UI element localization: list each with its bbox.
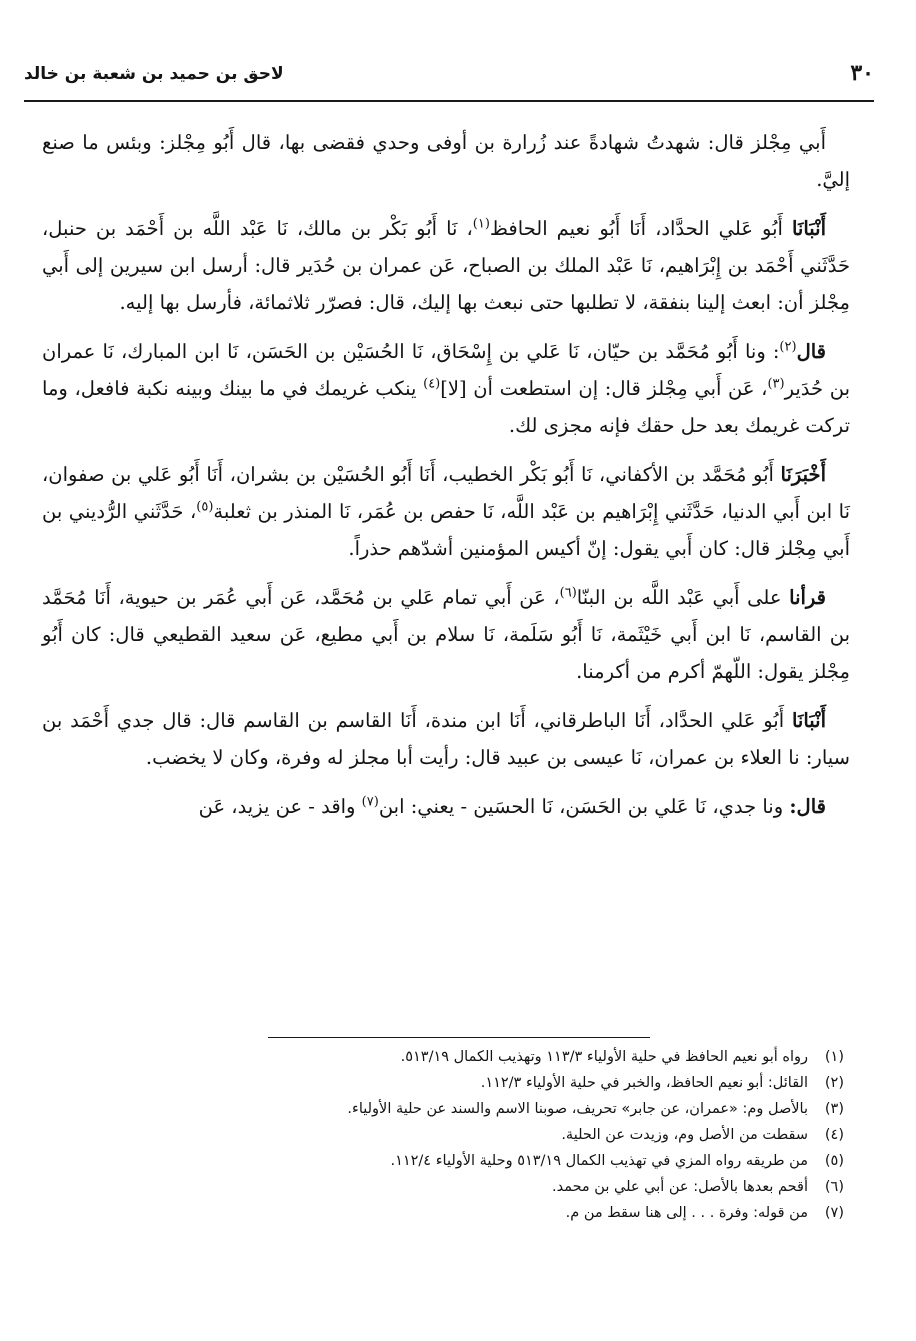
paragraph-text: : ونا أَبُو مُحَمَّد بن حيّان، نَا عَلي بن إِسْحَاق، نَا الحُسَيْن بن الحَسَن، نَا ابن المبارك، نَا عمران بن حُدَير (42, 340, 850, 400)
footnote-item (42, 1044, 844, 1070)
paragraph-text: أَبي مِجْلز قال: شهدتُ شهادةً عند زُرارة بن أوفى وحدي فقضى بها، قال أَبُو مِجْلز: وبئس ما صنع إليَّ. (42, 131, 850, 191)
paragraph-4 (42, 456, 850, 567)
paragraph-1 (42, 124, 850, 198)
footnote-text: أقحم بعدها بالأصل: عن أبي علي بن محمد. (551, 1179, 808, 1195)
footnote-ref[interactable]: (٧) (361, 794, 379, 810)
footnote-item (42, 1122, 844, 1148)
footnote-ref[interactable]: (٢) (779, 339, 797, 355)
footnote-item (42, 1200, 844, 1226)
paragraph-text: واقد - عن يزيد، عَن (198, 795, 362, 818)
paragraph-text: ونا جدي، نَا عَلي بن الحَسَن، نَا الحسَين - يعني: ابن (378, 795, 790, 818)
footnote-number: (٣) (824, 1101, 844, 1117)
footnote-text: من قوله: وفرة . . . إلى هنا سقط من م. (565, 1205, 808, 1221)
paragraph-text: ، حَدَّثَني الرُّديني بن أَبي مِجْلز قال: كان أَبي يقول: إنّ أكيس المؤمنين أشدّهم حذراً. (42, 500, 850, 560)
footnote-ref[interactable]: (٥) (196, 499, 214, 515)
footnote-text: رواه أبو نعيم الحافظ في حلية الأولياء ١١٣/٣ وتهذيب الكمال ٥١٣/١٩. (400, 1049, 808, 1065)
paragraph-lead: قال (796, 340, 826, 363)
paragraph-text: ، عَن أَبي تمام عَلي بن مُحَمَّد، عَن أَبي عُمَر بن حيوية، أَنَا مُحَمَّد بن القاسم، نَا ابن أَبي خَيْثَمة، نَا أَبُو سَلَمة، نَا سلام بن أَبي مطيع، عَن سعيد القطيعي قال: كان أَبُو مِجْلز يقول: اللّهمّ أكرم من أكرمنا. (42, 586, 850, 683)
footnote-number: (١) (824, 1049, 844, 1065)
paragraph-3 (42, 333, 850, 444)
running-title: لاحق بن حميد بن شعبة بن خالد (24, 64, 284, 84)
paragraph-5 (42, 579, 850, 690)
page-number: ٣٠ (850, 60, 874, 86)
paragraph-6 (42, 702, 850, 776)
paragraph-text: ، نَا أَبُو بَكْر بن مالك، نَا عَبْد اللَّه بن أَحْمَد بن حنبل، حَدَّثَني أَحْمَد بن إِبْرَاهيم، نَا عَبْد الملك بن الصباح، عَن عمران بن حُدَير قال: أرسل ابن سيرين إلى أَبي مِجْلز أن: ابعث إلينا بنفقة، لا تطلبها حتى نبعث بها إليك، قال: فصرّر ثلاثمائة، فأرسل بها إليه. (42, 217, 850, 314)
paragraph-text: على أَبي عَبْد اللَّه بن البنّا (576, 586, 782, 609)
paragraph-7 (42, 788, 850, 825)
paragraph-lead: أَنْبَانَا (791, 709, 826, 732)
paragraph-text: أَبُو عَلي الحدَّاد، أَنَا أَبُو نعيم الحافظ (489, 217, 783, 240)
footnote-ref[interactable]: (٤) (423, 376, 441, 392)
main-text (42, 124, 850, 837)
paragraph-lead: أَخْبَرَنَا (780, 463, 827, 486)
footnote-number: (٥) (824, 1153, 844, 1169)
paragraph-text: أَبُو مُحَمَّد بن الأكفاني، نَا أَبُو بَكْر الخطيب، أَنَا أَبُو الحُسَيْن بن بشران، أَنَا أَبُو عَلي بن صفوان، نَا ابن أَبي الدنيا، حَدَّثَني إِبْرَاهيم بن عَبْد اللَّه، نَا حفص بن عُمَر، نَا المنذر بن ثعلبة (42, 463, 850, 523)
footnote-divider (268, 1037, 650, 1038)
footnote-text: سقطت من الأصل وم، وزيدت عن الحلية. (561, 1127, 808, 1143)
footnote-item (42, 1070, 844, 1096)
footnote-ref[interactable]: (١) (472, 216, 490, 232)
footnote-ref[interactable]: (٦) (559, 585, 577, 601)
footnote-number: (٧) (824, 1205, 844, 1221)
paragraph-text: ، عَن أَبي مِجْلز قال: إن استطعت أن [لا] (440, 377, 768, 400)
footnote-item (42, 1148, 844, 1174)
footnote-item (42, 1174, 844, 1200)
footnote-number: (٦) (824, 1179, 844, 1195)
paragraph-2 (42, 210, 850, 321)
paragraph-lead: قرأنا (789, 586, 826, 609)
paragraph-text: ينكب غريمك في ما بينك وبينه نكبة فافعل، وما تركت غريمك بعد حل حقك فإنه مجزى لك. (42, 377, 850, 437)
footnote-number: (٢) (824, 1075, 844, 1091)
footnotes (42, 1044, 844, 1226)
footnote-text: من طريقه رواه المزي في تهذيب الكمال ٥١٣/١٩ وحلية الأولياء ١١٢/٤. (390, 1153, 808, 1169)
footnote-ref[interactable]: (٣) (767, 376, 785, 392)
page-header (24, 54, 874, 102)
paragraph-text: أَبُو عَلي الحدَّاد، أَنَا الباطرقاني، أَنَا ابن مندة، أَنَا القاسم بن القاسم قال: قال جدي أَحْمَد بن سيار: نا العلاء بن عمران، نَا عيسى بن عبيد قال: رأيت أبا مجلز له وفرة، وكان لا يخضب. (42, 709, 850, 769)
paragraph-lead: أَنْبَانَا (791, 217, 827, 240)
footnote-text: القائل: أبو نعيم الحافظ، والخبر في حلية الأولياء ١١٢/٣. (480, 1075, 808, 1091)
footnote-text: بالأصل وم: «عمران، عن جابر» تحريف، صوبنا الاسم والسند عن حلية الأولياء. (347, 1101, 808, 1117)
footnote-number: (٤) (824, 1127, 844, 1143)
paragraph-lead: قال: (789, 795, 826, 818)
footnote-item (42, 1096, 844, 1122)
